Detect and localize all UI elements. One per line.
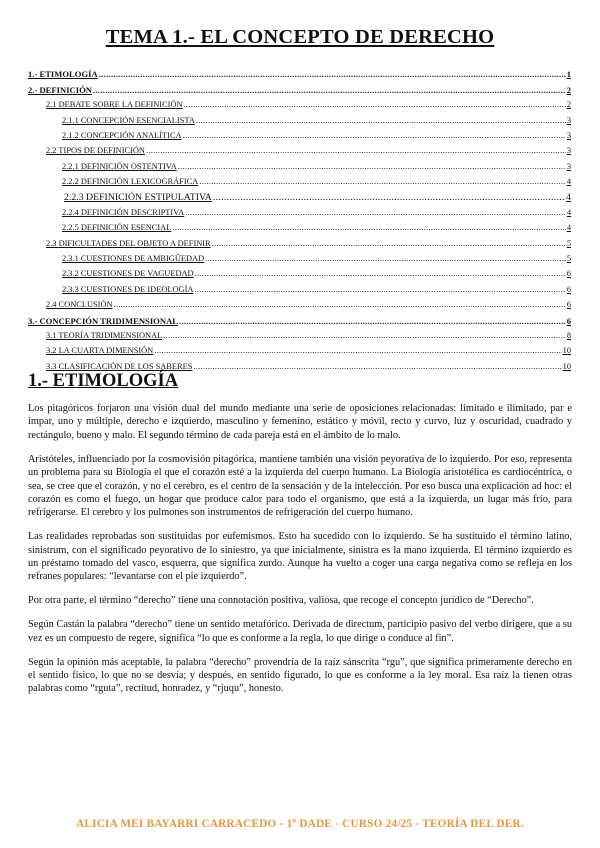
toc-entry-label[interactable]: 2.3 DIFICULTADES DEL OBJETO A DEFINIR [46, 238, 211, 248]
toc-entry-label[interactable]: 3.3 CLASIFICACIÓN DE LOS SABERES [46, 361, 193, 371]
toc-entry[interactable] [28, 326, 571, 341]
toc-leader-dots [163, 331, 566, 341]
toc-leader-dots [178, 162, 566, 172]
toc-leader-dots [172, 223, 565, 233]
toc-entry-label[interactable]: 2.3.3 CUESTIONES DE IDEOLOGÍA [62, 284, 194, 294]
toc-entry-page[interactable]: 3 [566, 115, 571, 125]
toc-entry-label[interactable]: 1.- ETIMOLOGÍA [28, 69, 98, 80]
toc-entry-label[interactable]: 2.3.1 CUESTIONES DE AMBIGÜEDAD [62, 254, 205, 264]
toc-entry[interactable] [28, 279, 571, 294]
toc-leader-dots [146, 146, 566, 156]
document-title: TEMA 1.- EL CONCEPTO DE DERECHO [105, 26, 495, 48]
toc-entry[interactable] [28, 141, 571, 156]
toc-entry[interactable] [28, 341, 571, 356]
toc-entry[interactable] [28, 187, 571, 202]
toc-leader-dots [154, 346, 561, 356]
toc-entry-label[interactable]: 2.1 DEBATE SOBRE LA DEFINICIÓN [46, 100, 183, 110]
toc-entry-label[interactable]: 2.- DEFINICIÓN [28, 84, 92, 95]
toc-leader-dots [196, 116, 566, 126]
toc-leader-dots [99, 69, 566, 79]
toc-entry[interactable] [28, 79, 571, 94]
toc-entry-page[interactable]: 3 [566, 161, 571, 171]
toc-entry[interactable] [28, 203, 571, 218]
toc-entry-label[interactable]: 2.3.2 CUESTIONES DE VAGUEDAD [62, 269, 194, 279]
toc-entry-label[interactable]: 3.- CONCEPCIÓN TRIDIMENSIONAL [28, 315, 179, 326]
body-paragraph: Según Castán la palabra “derecho” tiene un sentido metafórico. Derivada de directum, participio pasivo del verbo dirigere, que a su vez es un compuesto de regere, significa “lo que es conforme a la regla, lo que dirige o conduce al fin”. [28, 619, 572, 644]
toc-entry-label[interactable]: 2.2.5 DEFINICIÓN ESENCIAL [62, 223, 172, 233]
toc-entry-page[interactable]: 4 [566, 177, 571, 187]
toc-entry-page[interactable]: 4 [566, 207, 571, 217]
toc-entry[interactable] [28, 172, 571, 187]
toc-entry-page[interactable]: 6 [566, 315, 571, 326]
toc-entry-page[interactable]: 3 [566, 130, 571, 140]
toc-entry[interactable] [28, 156, 571, 171]
toc-entry-label[interactable]: 2.4 CONCLUSIÓN [46, 300, 113, 310]
toc-entry[interactable] [28, 264, 571, 279]
toc-entry-page[interactable]: 4 [566, 223, 571, 233]
section-heading: 1.- ETIMOLOGÍA [28, 371, 179, 391]
body-paragraph: Por otra parte, el término “derecho” tiene una connotación positiva, valiosa, que recoge el concepto jurídico de “Derecho”. [28, 595, 534, 607]
toc-entry-label[interactable]: 3.2 LA CUARTA DIMENSIÓN [46, 346, 154, 356]
toc-entry[interactable] [28, 110, 571, 125]
toc-entry-page[interactable]: 8 [566, 331, 571, 341]
toc-entry-page[interactable]: 6 [566, 300, 571, 310]
toc-entry-page[interactable]: 6 [566, 269, 571, 279]
toc-entry[interactable] [28, 218, 571, 233]
toc-entry-label[interactable]: 2.2.3 DEFINICIÓN ESTIPULATIVA [64, 191, 212, 203]
toc-leader-dots [193, 362, 561, 372]
body-paragraph: Los pitagóricos forjaron una visión dual del mundo mediante una serie de oposiciones relacionadas: limitado e ilimitado, par e impar, uno y múltiple, derecho e izquierdo, masculino y femenino, estático y móvil, recto y curvo, luz y oscuridad, cuadrado y rectángulo, bueno y malo. El segundo término de cada pareja está en el ámbito de lo malo. [28, 403, 572, 441]
body-paragraph: Según la opinión más aceptable, la palabra “derecho” provendría de la raíz sánscrita “rgu”, que significa primeramente derecho en el sentido físico, lo que no se desvía; y después, en sentido figurado, lo que es conforme a la ley moral. Esa raíz la tienen otras palabras como “rguta”, rectitud, honradez, y “rjuqu”, honesto. [28, 656, 572, 695]
toc-entry-label[interactable]: 2.2.4 DEFINICIÓN DESCRIPTIVA [62, 207, 185, 217]
toc-entry-page[interactable]: 5 [566, 238, 571, 248]
toc-entry-label[interactable]: 2.2 TIPOS DE DEFINICIÓN [46, 146, 145, 156]
table-of-contents [28, 64, 571, 372]
toc-leader-dots [184, 100, 566, 110]
section-body [28, 402, 572, 706]
toc-entry-label[interactable]: 3.1 TEORÍA TRIDIMENSIONAL [46, 331, 163, 341]
toc-entry-label[interactable]: 2.1.2 CONCEPCIÓN ANALÍTICA [62, 130, 182, 140]
toc-entry[interactable] [28, 356, 571, 371]
toc-leader-dots [199, 177, 565, 187]
toc-leader-dots [93, 85, 566, 95]
toc-entry-page[interactable]: 10 [562, 346, 571, 356]
toc-entry[interactable] [28, 249, 571, 264]
toc-entry-page[interactable]: 2 [566, 84, 571, 95]
toc-entry[interactable] [28, 126, 571, 141]
toc-entry-page[interactable]: 6 [566, 284, 571, 294]
toc-entry-page[interactable]: 2 [566, 100, 571, 110]
toc-entry[interactable] [28, 310, 571, 325]
toc-leader-dots [205, 254, 566, 264]
toc-entry-page[interactable]: 4 [566, 191, 571, 203]
body-paragraph: Aristóteles, influenciado por la cosmovisión pitagórica, mantiene también una visión peyorativa de lo izquierdo. Por eso, representa un problema para su Biología el que el corazón esté a la izquierda del cuerpo humano. La Biología aristotélica es cardiocéntrica, o sea, se cree que el corazón, y no el cerebro, es el centro de la sensación y de la intelección. Por eso busca una explicación ad hoc: el corazón es como el fuego, un hogar que produce calor para todo el organismo, que está a la izquierda, un lugar más frío, para refrigerarse. El cerebro y los pulmones son instrumentos de refrigeración del cuerpo humano. [28, 453, 572, 519]
toc-entry-page[interactable]: 1 [566, 69, 571, 80]
toc-entry[interactable] [28, 64, 571, 79]
toc-entry[interactable] [28, 95, 571, 110]
body-paragraph: Las realidades reprobadas son sustituidas por eufemismos. Esto ha sucedido con lo izquierdo. Se ha sustituido el término latino, sinistrum, con el significado peyorativo de lo siniestro, ya que inicialmente, sinistra es la mano izquierda. El término izquierdo es un préstamo tomado del vasco, esquerra, que significa zurdo. Aunque ha vuelto a coger una carga negativa como se refleja en los refranes populares: “levantarse con el pie izquierdo”. [28, 531, 572, 583]
toc-leader-dots [212, 239, 566, 249]
toc-entry[interactable] [28, 233, 571, 248]
toc-leader-dots [179, 316, 566, 326]
toc-entry-label[interactable]: 2.2.2 DEFINICIÓN LEXICOGRÁFICA [62, 177, 199, 187]
toc-entry-label[interactable]: 2.2.1 DEFINICIÓN OSTENTIVA [62, 161, 177, 171]
toc-leader-dots [185, 208, 566, 218]
toc-entry-page[interactable]: 10 [562, 361, 571, 371]
toc-leader-dots [195, 269, 566, 279]
toc-leader-dots [194, 285, 565, 295]
page-footer: ALICIA MEI BAYARRI CARRACEDO - 1º DADE - CURSO 24/25 - TEORÍA DEL DER. [76, 818, 524, 830]
toc-entry[interactable] [28, 295, 571, 310]
toc-entry-page[interactable]: 5 [566, 254, 571, 264]
toc-entry-label[interactable]: 2.1.1 CONCEPCIÓN ESENCIALISTA [62, 115, 195, 125]
toc-entry-page[interactable]: 3 [566, 146, 571, 156]
toc-leader-dots [114, 300, 566, 310]
toc-leader-dots [213, 193, 565, 203]
toc-leader-dots [183, 131, 566, 141]
